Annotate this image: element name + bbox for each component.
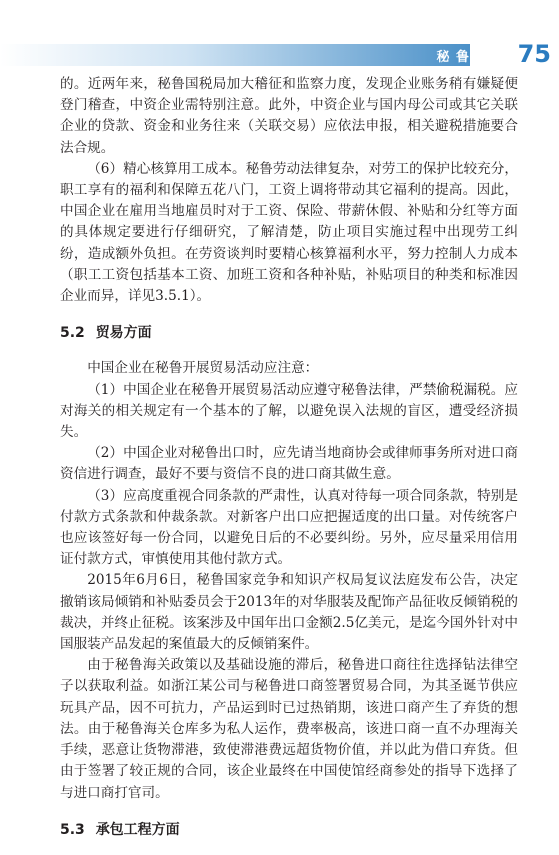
section-number: 5.2 xyxy=(60,325,85,342)
page-number: 75 xyxy=(517,40,551,68)
paragraph-trade-item-3: （3）应高度重视合同条款的严肃性，认真对待每一项合同条款，特别是付款方式条款和仲裁条款。对新客户出口应把握适度的出口量。对传统客户也应该签好每一份合同，以避免日后的不必要纠纷。另外，应尽量采用信用证付款方式，审慎使用其他付款方式。 xyxy=(60,487,518,568)
section-number: 5.3 xyxy=(60,821,85,838)
running-header-country: 秘 鲁 xyxy=(436,50,470,65)
paragraph-antidumping: 2015年6月6日，秘鲁国家竞争和知识产权局复议法庭发布公告，决定撤销该局倾销和补贴委员会于2013年的对华服装及配饰产品征收反倾销税的裁决，并终止征税。该案涉及中国年出口金额2.5亿美元，是迄今国外针对中国服装产品发起的案值最大的反倾销案件。 xyxy=(60,572,518,653)
section-title: 贸易方面 xyxy=(95,325,152,342)
header-band xyxy=(0,44,470,66)
paragraph-trade-item-2: （2）中国企业对秘鲁出口时，应先请当地商协会或律师事务所对进口商资信进行调查，最好不要与资信不良的进口商其做生意。 xyxy=(60,445,518,483)
paragraph-labor-cost: （6）精心核算用工成本。秘鲁劳动法律复杂，对劳工的保护比较充分，职工享有的福利和保障五花八门，工资上调将带动其它福利的提高。因此，中国企业在雇用当地雇员时对于工资、保险、带薪休假、补贴和分红等方面的具体规定要进行仔细研究，了解清楚，防止项目实施过程中出现劳工纠纷，造成额外负担。在劳资谈判时要精心核算福利水平，努力控制人力成本（职工工资包括基本工资、加班工资和各种补贴，补贴项目的种类和标准因企业而异，详见3.5.1）。 xyxy=(60,160,518,305)
section-title: 承包工程方面 xyxy=(95,821,180,838)
paragraph-trade-item-1: （1）中国企业在秘鲁开展贸易活动应遵守秘鲁法律，严禁偷税漏税。应对海关的相关规定有一个基本的了解，以避免误入法规的盲区，遭受经济损失。 xyxy=(60,381,518,441)
paragraph-trade-intro: 中国企业在秘鲁开展贸易活动应注意： xyxy=(87,360,319,377)
section-heading-contracting xyxy=(60,820,518,841)
paragraph-case-example: 由于秘鲁海关政策以及基础设施的滞后，秘鲁进口商往往选择钻法律空子以获取利益。如浙江某公司与秘鲁进口商签署贸易合同，为其圣诞节供应玩具产品，因不可抗力，产品运到时已过热销期，该进口商产生了弃货的想法。由于秘鲁海关仓库多为私人运作，费率极高，该进口商一直不办理海关手续，恶意让货物滞港，致使滞港费远超货物价值，并以此为借口弃货。但由于签署了较正规的合同，该企业最终在中国使馆经商参处的指导下选择了与进口商打官司。 xyxy=(60,657,518,801)
section-heading-trade xyxy=(60,323,518,344)
page-body xyxy=(60,74,518,855)
paragraph-continued: 的。近两年来，秘鲁国税局加大稽征和监察力度，发现企业账务稍有嫌疑便登门稽查，中资企业需特别注意。此外，中资企业与国内母公司或其它关联企业的贷款、资金和业务往来（关联交易）应依法申报，相关避税措施要合法合规。 xyxy=(60,76,518,156)
